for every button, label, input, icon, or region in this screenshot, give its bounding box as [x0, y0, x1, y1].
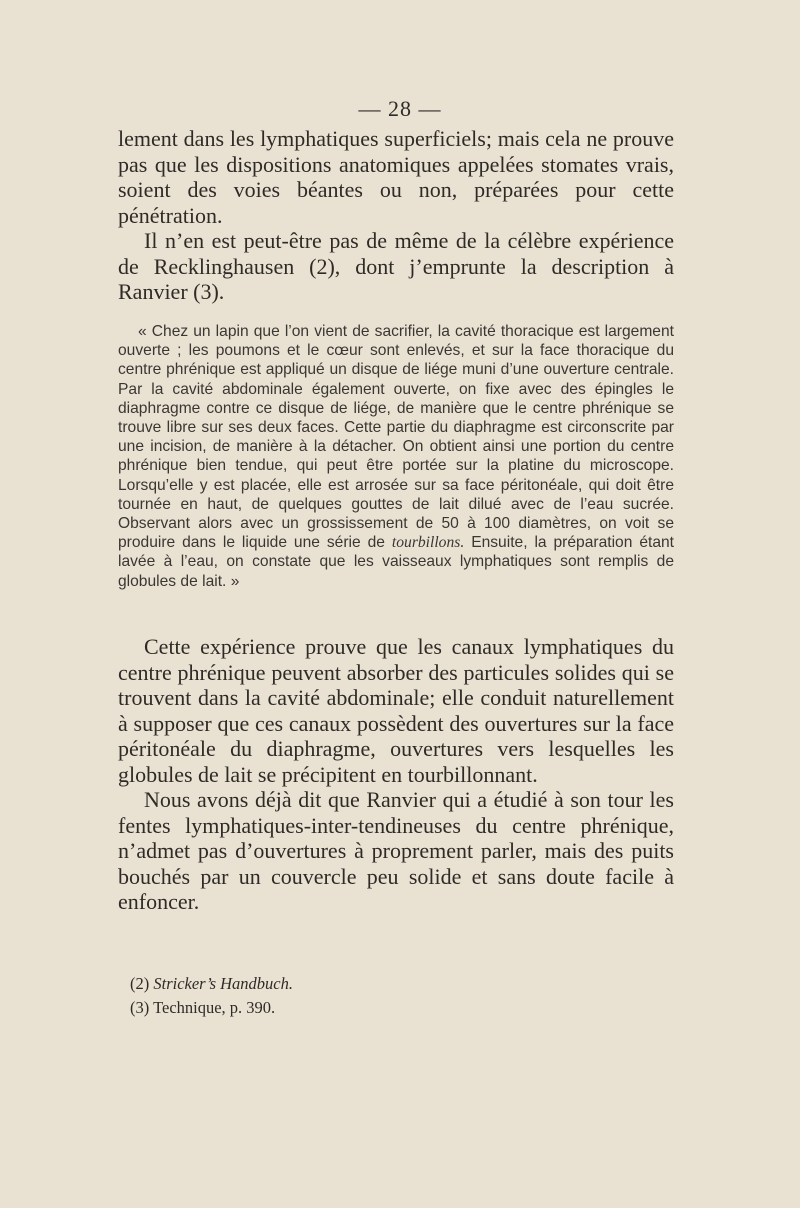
footnote-3 [130, 996, 293, 1020]
paragraph-ranvier: Nous avons déjà dit que Ranvier qui a étudié à son tour les fentes lymphatiques-inter-tendineuses du centre phrénique, n’admet pas d’ouvertures à proprement parler, mais des puits bouchés par un couvercle peu solide et sans doute facile à enfoncer. [118, 787, 674, 914]
text-block-2 [118, 634, 674, 915]
footnote-marker: (3) [130, 998, 150, 1017]
paragraph-recklinghausen: Il n’en est peut-être pas de même de la célèbre expérience de Recklinghausen (2), dont j’emprunte la description à Ranvier (3). [118, 228, 674, 304]
text-block-1 [118, 126, 674, 305]
quote-emphasis: tourbillons. [391, 534, 465, 552]
page-number: — 28 — [358, 96, 442, 121]
footnote-text: Technique, p. 390. [153, 998, 276, 1017]
footnote-2 [130, 972, 293, 996]
quote-text-start: « Chez un lapin que l’on vient de sacrifier, la cavité thoracique est largement ouverte ; les poumons et le cœur sont enlevés, et sur la face thoracique du centre phrénique est appliqué un disque de liége muni d’une ouverture centrale. Par la cavité abdominale également ouverte, on fixe avec des épingles le diaphragme contre ce disque de liége, de manière que le centre phrénique se trouve libre sur ses deux faces. Cette partie du diaphragme est circonscrite par une incision, de manière à la détacher. On obtient ainsi une portion du centre phrénique bien tendue, qui peut être portée sur la platine du microscope. Lorsqu’elle y est placée, elle est arrosée sur sa face péritonéale, qui doit être tournée en haut, de quelques gouttes de lait dilué avec de l’eau sucrée. Observant alors avec un grossissement de 50 à 100 diamètres, on voit se produire dans le liquide une série de [118, 323, 674, 552]
paragraph-continuation: lement dans les lymphatiques superficiels; mais cela ne prouve pas que les dispositions anatomiques appelées stomates vrais, soient des voies béantes ou non, préparées pour cette pénétration. [118, 126, 674, 228]
footnote-marker: (2) [130, 974, 150, 993]
block-quote [118, 322, 674, 591]
paragraph-experiment: Cette expérience prouve que les canaux lymphatiques du centre phrénique peuvent absorber des particules solides qui se trouvent dans la cavité abdominale; elle conduit naturellement à supposer que ces canaux possèdent des ouvertures sur la face péritonéale du diaphragme, ouvertures vers lesquelles les globules de lait se précipitent en tourbillonnant. [118, 634, 674, 787]
quote-text-end: Ensuite, la préparation étant lavée à l’eau, on constate que les vaisseaux lymphatiques sont remplis de globules de lait. » [118, 534, 675, 590]
footnote-text: Stricker’s Handbuch. [153, 974, 293, 993]
footnotes [130, 972, 293, 1020]
quote-paragraph [118, 322, 674, 591]
